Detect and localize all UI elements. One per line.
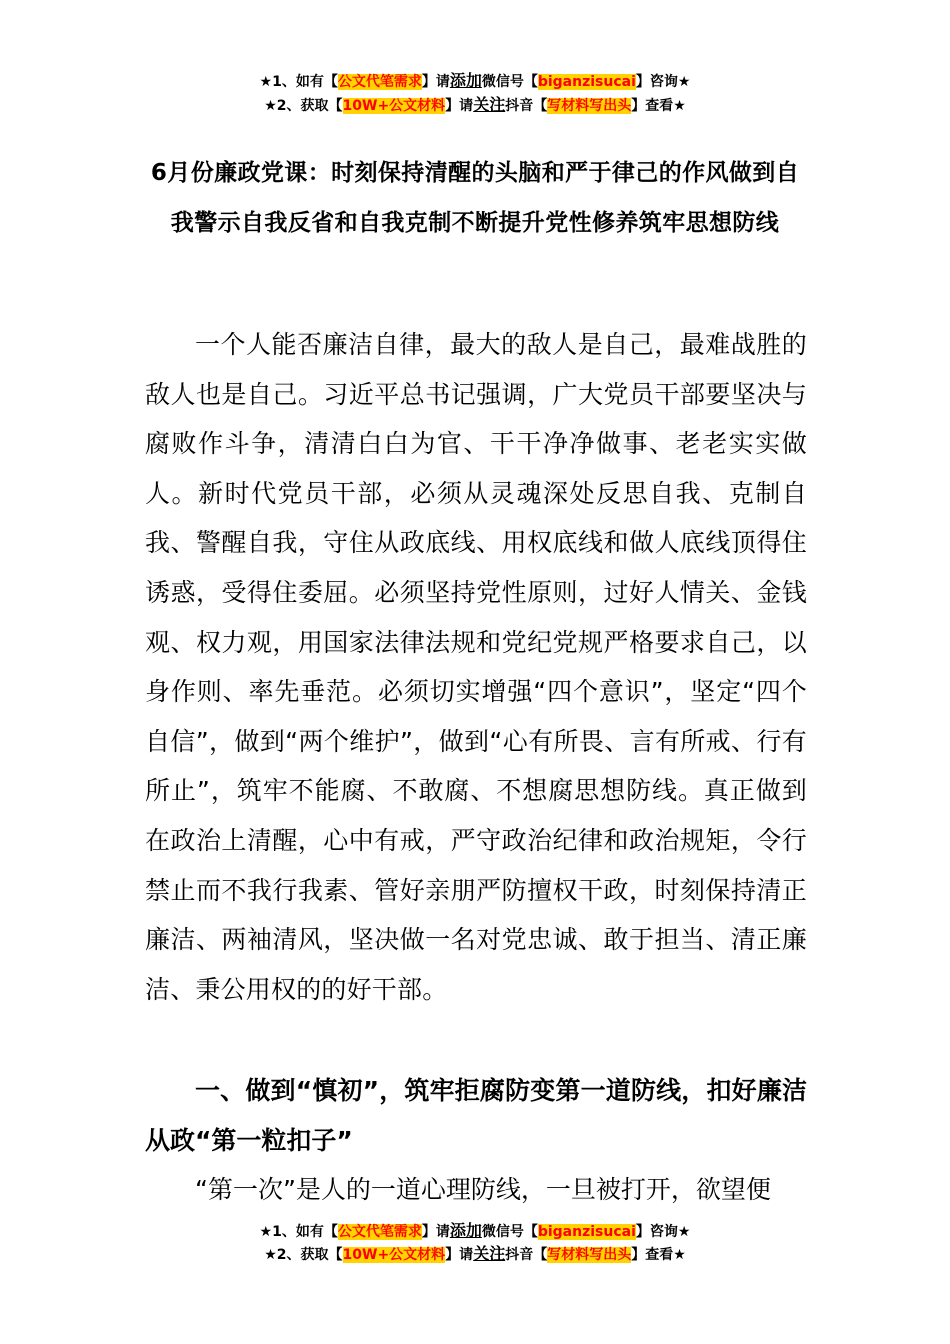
- promo-wechat-id: biganzisucai: [537, 1224, 636, 1240]
- promo-line-1-bottom: [0, 1220, 950, 1243]
- promo-highlight: 10W+公文材料: [342, 1247, 446, 1263]
- promo-suffix: 】咨询★: [635, 74, 691, 90]
- promo-prefix: ★2、获取【: [264, 98, 343, 114]
- promo-text: 】请: [445, 98, 474, 114]
- promo-suffix: 】查看★: [631, 98, 686, 114]
- promo-highlight: 公文代笔需求: [337, 74, 422, 90]
- promo-douyin-id: 写材料写出头: [547, 98, 632, 114]
- promo-prefix: ★2、获取【: [264, 1247, 343, 1263]
- promo-line-1-top: [0, 70, 950, 93]
- section-heading-1: 一、做到“慎初”，筑牢拒腐防变第一道防线，扣好廉洁从政“第一粒扣子”: [145, 1076, 807, 1155]
- promo-highlight: 10W+公文材料: [342, 98, 446, 114]
- promo-text: 】请: [421, 74, 450, 90]
- document-title: 6月份廉政党课：时刻保持清醒的头脑和严于律己的作风做到自我警示自我反省和自我克制不断提升党性修养筑牢思想防线: [150, 160, 800, 236]
- promo-emphasis: 关注: [473, 95, 506, 114]
- promo-emphasis: 关注: [473, 1244, 506, 1263]
- promo-suffix: 】查看★: [631, 1247, 686, 1263]
- promo-douyin-id: 写材料写出头: [547, 1247, 632, 1263]
- promo-text: 微信号【: [481, 1224, 538, 1240]
- body-paragraph-2: “第一次”是人的一道心理防线，一旦被打开，欲望便: [195, 1175, 771, 1204]
- promo-wechat-id: biganzisucai: [537, 74, 636, 90]
- promo-text: 】请: [445, 1247, 474, 1263]
- promo-prefix: ★1、如有【: [259, 1224, 338, 1240]
- promo-line-2-top: [0, 94, 950, 117]
- promo-text: 抖音【: [505, 98, 548, 114]
- promo-text: 】请: [421, 1224, 450, 1240]
- promo-suffix: 】咨询★: [635, 1224, 691, 1240]
- promo-prefix: ★1、如有【: [259, 74, 338, 90]
- promo-line-2-bottom: [0, 1243, 950, 1266]
- promo-emphasis: 添加: [449, 71, 482, 90]
- body-paragraph-1: 一个人能否廉洁自律，最大的敌人是自己，最难战胜的敌人也是自己。习近平总书记强调，广大党员干部要坚决与腐败作斗争，清清白白为官、干干净净做事、老老实实做人。新时代党员干部，必须从灵魂深处反思自我、克制自我、警醒自我，守住从政底线、用权底线和做人底线顶得住诱惑，受得住委屈。必须坚持党性原则，过好人情关、金钱观、权力观，用国家法律法规和党纪党规严格要求自己，以身作则、率先垂范。必须切实增强“四个意识”，坚定“四个自信”，做到“两个维护”，做到“心有所畏、言有所戒、行有所止”，筑牢不能腐、不敢腐、不想腐思想防线。真正做到在政治上清醒，心中有戒，严守政治纪律和政治规矩，令行禁止而不我行我素、管好亲朋严防擅权干政，时刻保持清正廉洁、两袖清风，坚决做一名对党忠诚、敢于担当、清正廉洁、秉公用权的的好干部。: [145, 330, 807, 1004]
- promo-text: 抖音【: [505, 1247, 548, 1263]
- promo-text: 微信号【: [481, 74, 538, 90]
- promo-emphasis: 添加: [449, 1221, 482, 1240]
- promo-highlight: 公文代笔需求: [337, 1224, 422, 1240]
